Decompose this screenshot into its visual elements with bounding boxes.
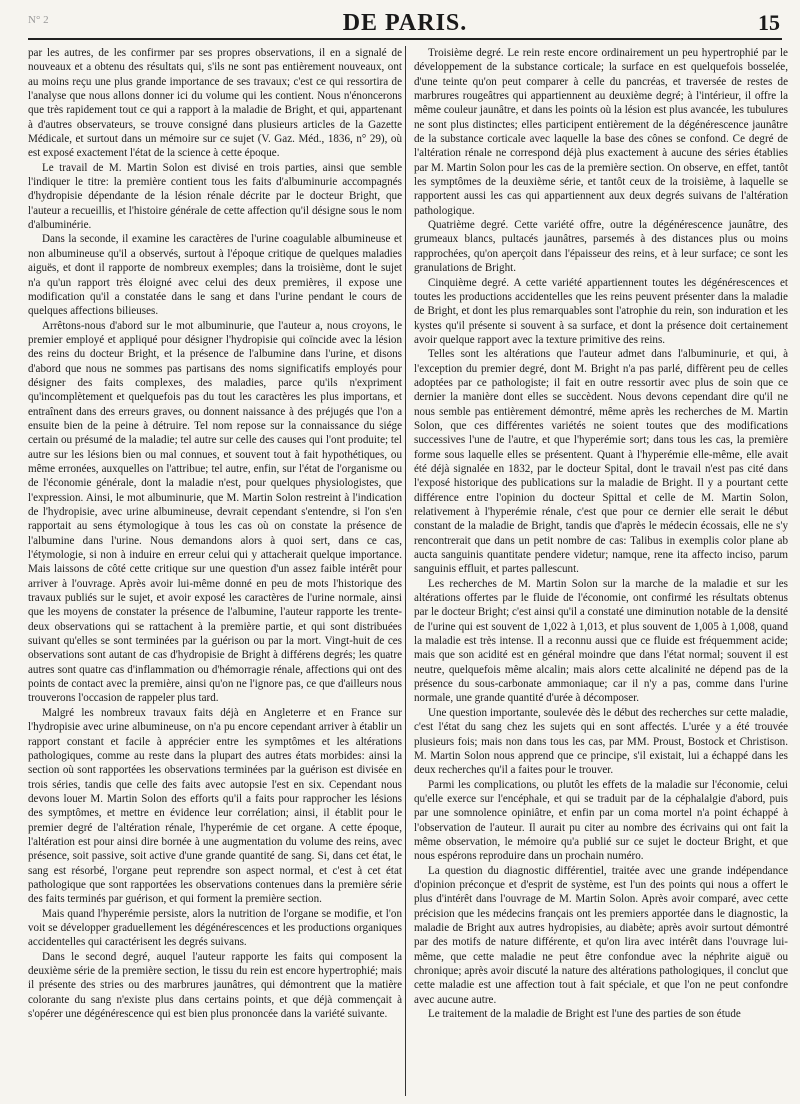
paragraph: Telles sont les altérations que l'auteur admet dans l'albuminurie, et qui, à l'exception du premier degré, dont M. Bright n'a pas parlé, diffèrent peu de celles adoptées par ce pathologiste; il fait en outre ressortir avec plus de soin que ce dernier la manière dont elles se succèdent. Nous devons cependant dire qu'il ne nous semble pas entièrement démontré, même après les recherches de M. Martin Solon, que ces différentes variétés ne soient toutes que des modifications successives l'une de l'autre, et que l'hyperémie sort; dans tous les cas, la première forme sous laquelle elles se présentent. Quant à l'hyperémie elle-même, elle avait été déjà signalée en 1832, par le docteur Spital, dont le travail n'est pas cité dans l'exposé historique des publications sur la maladie de Bright. Il y a pourtant cette différence entre l'opinion du docteur Spittal et celle de M. Martin Solon, relativement à l'hyperémie rénale, c'est que pour ce dernier elle serait le début constant de la maladie de Bright, tandis que d'après le médecin écossais, elle ne s'y rencontrerait que dans un petit nombre de cas: Talibus in exemplis color plane ab aucta sanguinis quantitate pendere videtur; namque, rene ita affecto inciso, parum sanguinis effluit, et partes pallescunt. bbox=[414, 348, 788, 576]
paragraph: Le travail de M. Martin Solon est divisé en trois parties, ainsi que semble l'indiquer le titre: la première contient tous les faits d'albuminurie accompagnés d'hydropisie dépendante de la lésion rénale décrite par le docteur Bright, que l'auteur a recueillis, et l'histoire générale de cette affection qu'il désigne sous le nom d'albuminérie. bbox=[28, 161, 402, 232]
column-divider bbox=[405, 46, 406, 1096]
issue-number: N° 2 bbox=[28, 14, 49, 26]
page-header bbox=[28, 10, 782, 40]
paragraph: Troisième degré. Le rein reste encore ordinairement un peu hypertrophié par le développement de la substance corticale; la surface en est quelquefois bosselée, d'une teinte qu'on peut comparer à celle du pancréas, et traversée de restes de marbrures rougeâtres qui appartiennent au deuxième degré; à l'intérieur, il offre la même couleur jaunâtre, et dans les points où la lésion est plus avancée, les tubulures ne sont plus distinctes; elles participent entièrement de la dégénérescence jaunâtre de la substance corticale avec laquelle la base des cônes se confond. Ce degré de l'altération rénale ne correspond déjà plus exactement à aucune des séries établies par M. Martin Solon pour les cas de la première section. On observe, en effet, tantôt les symptômes de la deuxième série, et tantôt ceux de la troisième, à laquelle se rapportent aussi les cas qui appartiennent aux deux degrés suivans de l'altération pathologique. bbox=[414, 47, 788, 217]
left-column bbox=[28, 46, 402, 1096]
page-number: 15 bbox=[758, 10, 780, 35]
paragraph: Dans la seconde, il examine les caractères de l'urine coagulable albumineuse et non albumineuse qu'il a observés, surtout à l'époque critique de quelques maladies aiguës, et dont il rapporte de nombreux exemples; dans la troisième, dont le sujet n'a qu'un rapport très éloigné avec celui des deux premières, il expose une modification qu'il a constatée dans le sang et dans l'urine pendant le cours de quelques affections bilieuses. bbox=[28, 233, 402, 318]
masthead-title: DE PARIS. bbox=[342, 10, 468, 36]
paragraph: Malgré les nombreux travaux faits déjà en Angleterre et en France sur l'hydropisie avec urine albumineuse, on n'a pu encore cependant arriver à établir un rapport constant et facile à apprécier entre les symptômes et les altérations pathologiques, comme au reste dans la plupart des autres états morbides: ainsi la section où sont rapportées les observations terminées par la guérison est divisée en trois séries, tandis que celle des faits avec autopsie l'est en six. Cependant nous devons louer M. Martin Solon des efforts qu'il a faits pour rapprocher les lésions des symptômes, et mettre en évidence leur corrélation; ainsi, il établit pour le premier degré de l'altération rénale, l'hyperémie de cet organe. A cette époque, l'altération est pour ainsi dire bornée à une augmentation du volume des reins, avec présence, soit passive, soit active d'une grande quantité de sang. Si, dans cet état, le sang est résorbé, l'organe peut reprendre son aspect normal, et c'est à cet état pathologique que sont rapportées les observations contenues dans la première série des faits terminés par guérison, et qui forment la première section. bbox=[28, 706, 402, 906]
paragraph: Dans le second degré, auquel l'auteur rapporte les faits qui composent la deuxième série de la première section, le tissu du rein est encore hypertrophié; mais il présente des stries ou des marbrures jaunâtres, qui démontrent que la matière colorante du sang n'existe plus dans certains points, et que déjà commençait à s'opérer une dégénérescence qui est bien plus prononcée dans la variété suivante. bbox=[28, 950, 402, 1021]
paragraph: Quatrième degré. Cette variété offre, outre la dégénérescence jaunâtre, des grumeaux blancs, pultacés jaunâtres, parsemés à des distances plus ou moins rapprochées, qu'on aperçoit dans l'épaisseur des reins, et à leur surface; ce sont les granulations de Bright. bbox=[414, 219, 788, 275]
paragraph: Une question importante, soulevée dès le début des recherches sur cette maladie, c'est l'état du sang chez les sujets qui en sont affectés. L'urée y a été trouvée plusieurs fois; mais non dans tous les cas, par MM. Proust, Bostock et Christison. M. Martin Solon nous apprend que ce principe, s'il existait, lui a échappé dans les deux recherches qu'il a faites pour le trouver. bbox=[414, 706, 788, 777]
paragraph: La question du diagnostic différentiel, traitée avec une grande indépendance d'opinion préconçue et d'esprit de système, est l'un des points qui nous a offert le plus d'intérêt dans l'ouvrage de M. Martin Solon. Après avoir comparé, avec cette précision que les médecins français ont les premiers apportée dans le diagnostic, la maladie de Bright aux autres hydropisies, au diabète; après avoir surtout démontré par des motifs de nature différente, et qu'on lira avec intérêt dans l'ouvrage lui-même, que cette maladie ne peut être confondue avec la néphrite aiguë ou chronique; après avoir discuté la nature des altérations pathologiques, il conclut que cette maladie est une affection tout à fait spéciale, et que l'on ne peut confondre avec aucune autre. bbox=[414, 864, 788, 1006]
paragraph: Le traitement de la maladie de Bright est l'une des parties de son étude bbox=[428, 1008, 741, 1021]
paragraph: Les recherches de M. Martin Solon sur la marche de la maladie et sur les altérations offertes par le fluide de l'économie, ont confirmé les résultats obtenus par le docteur Bright; c'est ainsi qu'il a constaté une diminution notable de la densité de l'urine qui est souvent de 1,022 à 1,013, et plus souvent de 1,005 à 1,008, quand la maladie est très intense. Il a reconnu aussi que ce fluide est fréquemment acide; mais que son acidité est en général moindre que dans l'état normal; souvent il est neutre, quelquefois même alcalin; mais alors cette alcalinité ne dépend pas de la présence du sous-carbonate ammoniaque; car il n'y a pas, comme dans l'urine normale, une grande quantité d'urée à décomposer. bbox=[414, 577, 788, 705]
paragraph: Parmi les complications, ou plutôt les effets de la maladie sur l'économie, celui qu'elle exerce sur l'encéphale, et qui se traduit par de la céphalalgie d'abord, puis par une somnolence opiniâtre, et enfin par un coma mortel n'a point échappé à l'observation de l'auteur. Il aurait pu citer au nombre des écrivains qui ont fait la même observation, le mémoire qu'a publié sur ce sujet le docteur Bright, et que nous espérons reproduire dans un prochain numéro. bbox=[414, 778, 788, 863]
right-column bbox=[414, 46, 788, 1096]
paragraph: par les autres, de les confirmer par ses propres observations, il en a signalé de nouveaux et a obtenu des résultats qui, s'ils ne sont pas entièrement nouveaux, ont au moins reçu une plus grande importance de ses travaux; c'est ce qui ressortira de l'analyse que nous allons donner ici du volume qui les contient. Nous n'énoncerons que très rapidement tout ce qui a rapport à la maladie de Bright, et qui, appartenant à d'autres observateurs, se trouve consigné dans plusieurs articles de la Gazette Médicale, et surtout dans un mémoire sur ce sujet (V. Gaz. Méd., 1836, n° 29), où est exposé exactement l'état de la science à cette époque. bbox=[28, 47, 402, 160]
paragraph: Cinquième degré. A cette variété appartiennent toutes les dégénérescences et toutes les productions accidentelles que les reins peuvent présenter dans la maladie de Bright, et dont les plus remarquables sont l'atrophie du rein, son induration et les kystes qu'il présente si souvent à sa surface, et dont la présence doit certainement avoir quelque rapport avec la texture primitive des reins. bbox=[414, 276, 788, 346]
paragraph: Mais quand l'hyperémie persiste, alors la nutrition de l'organe se modifie, et l'on voit se développer graduellement les dégénérescences et les productions organiques accidentelles qui caractérisent les degrés suivans. bbox=[28, 907, 402, 949]
paragraph: Arrêtons-nous d'abord sur le mot albuminurie, que l'auteur a, nous croyons, le premier employé et appliqué pour désigner l'hydropisie qui coïncide avec la lésion des reins du docteur Bright, et la présence de l'albumine dans l'urine, et disons d'abord que nous ne sommes pas partisans des noms significatifs employés pour désigner des faits complexes, des maladies, parce qu'ils n'expriment qu'incomplètement et quelquefois pas du tout les caractères les plus importans, et entraînent dans des erreurs graves, ou donnent naissance à des préjugés que l'on a ensuite bien de la peine à détruire. Tel nom repose sur la connaissance du siége certain ou présumé de la maladie; tel autre sur celle des causes qui l'ont produite; tel autre sur les lésions bien ou mal connues, et souvent tout à fait hypothétiques, ou même erronées, auxquelles on l'attribue; tel autre, enfin, sur l'état de l'organisme ou de l'économie générale, dont la maladie n'est, pour quelques physiologistes, que l'expression. Ainsi, le mot albuminurie, que M. Martin Solon restreint à l'indication de l'hydropisie, avec urine albumineuse, devrait cependant s'entendre, si l'on s'en rapportait au sens étymologique à tous les cas où on constate la présence de l'albumine dans l'urine. Nous demandons alors à quoi sert, dans ce cas, l'étymologie, si non à induire en erreur celui qui y attacherait quelque importance. Mais laissons de côté cette critique sur une question d'un assez faible intérêt pour arriver à l'ouvrage. Après avoir lui-même donné en peu de mots l'historique des travaux publiés sur le sujet, et avoir exposé les caractères de l'urine normale, ainsi que les moyens de constater la présence de l'albumine, l'auteur rapporte les trente-deux observations qui se rattachent à la première partie, et qui sont distribuées suivant qu'elles se sont terminées par la guérison ou par la mort. Vingt-huit de ces observations sont autant de cas d'hydropisie de Bright à différens degrés; les quatre autres sont quatre cas d'inflammation ou d'hémorragie rénale, affections qui ont des points de contact avec la première, ainsi qu'on ne l'ignore pas, ce que d'ailleurs nous trouverons l'occasion de rappeler plus tard. bbox=[28, 319, 402, 705]
